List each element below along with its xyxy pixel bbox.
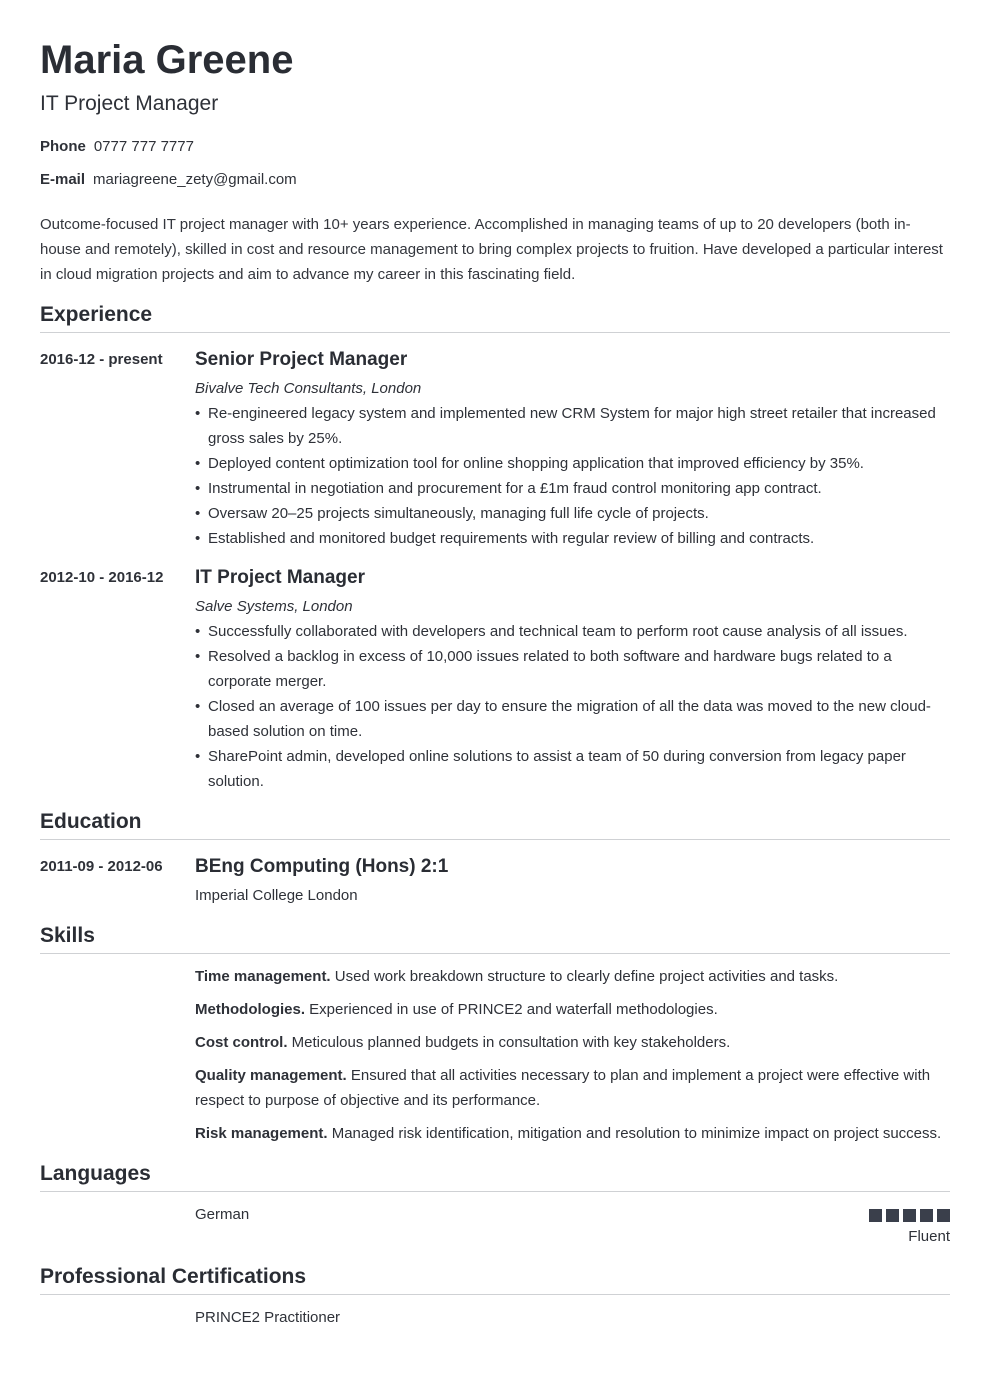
skill-name: Risk management. <box>195 1125 328 1142</box>
proficiency-square <box>920 1209 933 1222</box>
entry-date: 2016-12 - present <box>40 351 163 368</box>
entry-date: 2011-09 - 2012-06 <box>40 858 163 875</box>
entry-date: 2012-10 - 2016-12 <box>40 569 164 586</box>
experience-entry <box>40 347 950 551</box>
skill-item <box>195 964 950 989</box>
achievement-item: • Oversaw 20–25 projects simultaneously, managing full life cycle of projects. <box>195 501 950 526</box>
achievement-item: • Resolved a backlog in excess of 10,000 issues related to both software and hardware bugs related to a corporate merger. <box>195 644 950 694</box>
language-item <box>195 1202 950 1249</box>
achievement-item: • Re-engineered legacy system and implemented new CRM System for major high street retailer that increased gross sales by 25%. <box>195 401 950 451</box>
proficiency-square <box>903 1209 916 1222</box>
skill-item <box>195 1030 950 1055</box>
resume-page <box>40 36 950 1330</box>
experience-entry <box>40 565 950 794</box>
skills-section <box>40 922 950 1146</box>
skill-name: Cost control. <box>195 1034 288 1051</box>
language-name: German <box>195 1206 250 1223</box>
skill-item <box>195 1121 950 1146</box>
email-value: mariagreene_zety@gmail.com <box>93 171 297 188</box>
entry-role: IT Project Manager <box>195 567 365 588</box>
education-entry <box>40 854 950 908</box>
proficiency-square <box>869 1209 882 1222</box>
skill-description: Ensured that all activities necessary to plan and implement a project were effective with respect to purpose of objective and its performance. <box>195 1067 931 1109</box>
achievement-item: • Instrumental in negotiation and procurement for a £1m fraud control monitoring app contract. <box>195 476 950 501</box>
achievement-item: • Closed an average of 100 issues per day to ensure the migration of all the data was moved to the new cloud-based solution on time. <box>195 694 950 744</box>
job-title: IT Project Manager <box>40 92 219 115</box>
entry-body <box>195 854 950 908</box>
skill-name: Quality management. <box>195 1067 347 1084</box>
education-section <box>40 808 950 908</box>
skill-description: Managed risk identification, mitigation and resolution to minimize impact on project success. <box>331 1125 942 1142</box>
certifications-section <box>40 1263 950 1330</box>
contact-email <box>40 170 950 190</box>
school-name: Imperial College London <box>195 887 358 904</box>
entry-company: Bivalve Tech Consultants, London <box>195 380 422 397</box>
language-level-label: Fluent <box>908 1228 950 1245</box>
phone-value: 0777 777 7777 <box>93 138 194 155</box>
skill-name: Time management. <box>195 968 331 985</box>
achievement-item: • SharePoint admin, developed online solutions to assist a team of 50 during conversion from legacy paper solution. <box>195 744 950 794</box>
skill-description: Experienced in use of PRINCE2 and waterfall methodologies. <box>309 1001 718 1018</box>
achievement-item: • Established and monitored budget requirements with regular review of billing and contracts. <box>195 526 950 551</box>
phone-label: Phone <box>40 138 86 155</box>
proficiency-square <box>886 1209 899 1222</box>
certifications-heading: Professional Certifications <box>40 1263 950 1295</box>
entry-body <box>195 347 950 551</box>
proficiency-meter <box>869 1209 950 1222</box>
skill-description: Meticulous planned budgets in consultation with key stakeholders. <box>291 1034 731 1051</box>
contact-info <box>40 137 950 190</box>
skills-list <box>195 964 950 1146</box>
entry-body <box>195 565 950 794</box>
skill-name: Methodologies. <box>195 1001 305 1018</box>
achievement-list <box>195 619 950 794</box>
email-label: E-mail <box>40 171 86 188</box>
education-heading: Education <box>40 808 950 840</box>
candidate-name: Maria Greene <box>40 38 294 82</box>
skill-item <box>195 1063 950 1113</box>
profile-summary: Outcome-focused IT project manager with 10+ years experience. Accomplished in managing teams of up to 20 developers (both in-house and remotely), skilled in cost and resource management to bring complex projects to fruition. Have developed a particular interest in cloud migration projects and aim to advance my career in this fascinating field. <box>40 216 943 283</box>
achievement-item: • Successfully collaborated with developers and technical team to perform root cause analysis of all issues. <box>195 619 950 644</box>
degree-title: BEng Computing (Hons) 2:1 <box>195 856 449 877</box>
skill-item <box>195 997 950 1022</box>
language-level <box>869 1202 950 1249</box>
skills-heading: Skills <box>40 922 950 954</box>
achievement-list <box>195 401 950 551</box>
experience-heading: Experience <box>40 301 950 333</box>
languages-heading: Languages <box>40 1160 950 1192</box>
contact-phone <box>40 137 950 157</box>
skill-description: Used work breakdown structure to clearly define project activities and tasks. <box>334 968 839 985</box>
experience-section <box>40 301 950 794</box>
languages-section <box>40 1160 950 1249</box>
proficiency-square <box>937 1209 950 1222</box>
certification-item: PRINCE2 Practitioner <box>195 1309 341 1326</box>
entry-role: Senior Project Manager <box>195 349 408 370</box>
entry-company: Salve Systems, London <box>195 598 353 615</box>
achievement-item: • Deployed content optimization tool for online shopping application that improved efficiency by 35%. <box>195 451 950 476</box>
